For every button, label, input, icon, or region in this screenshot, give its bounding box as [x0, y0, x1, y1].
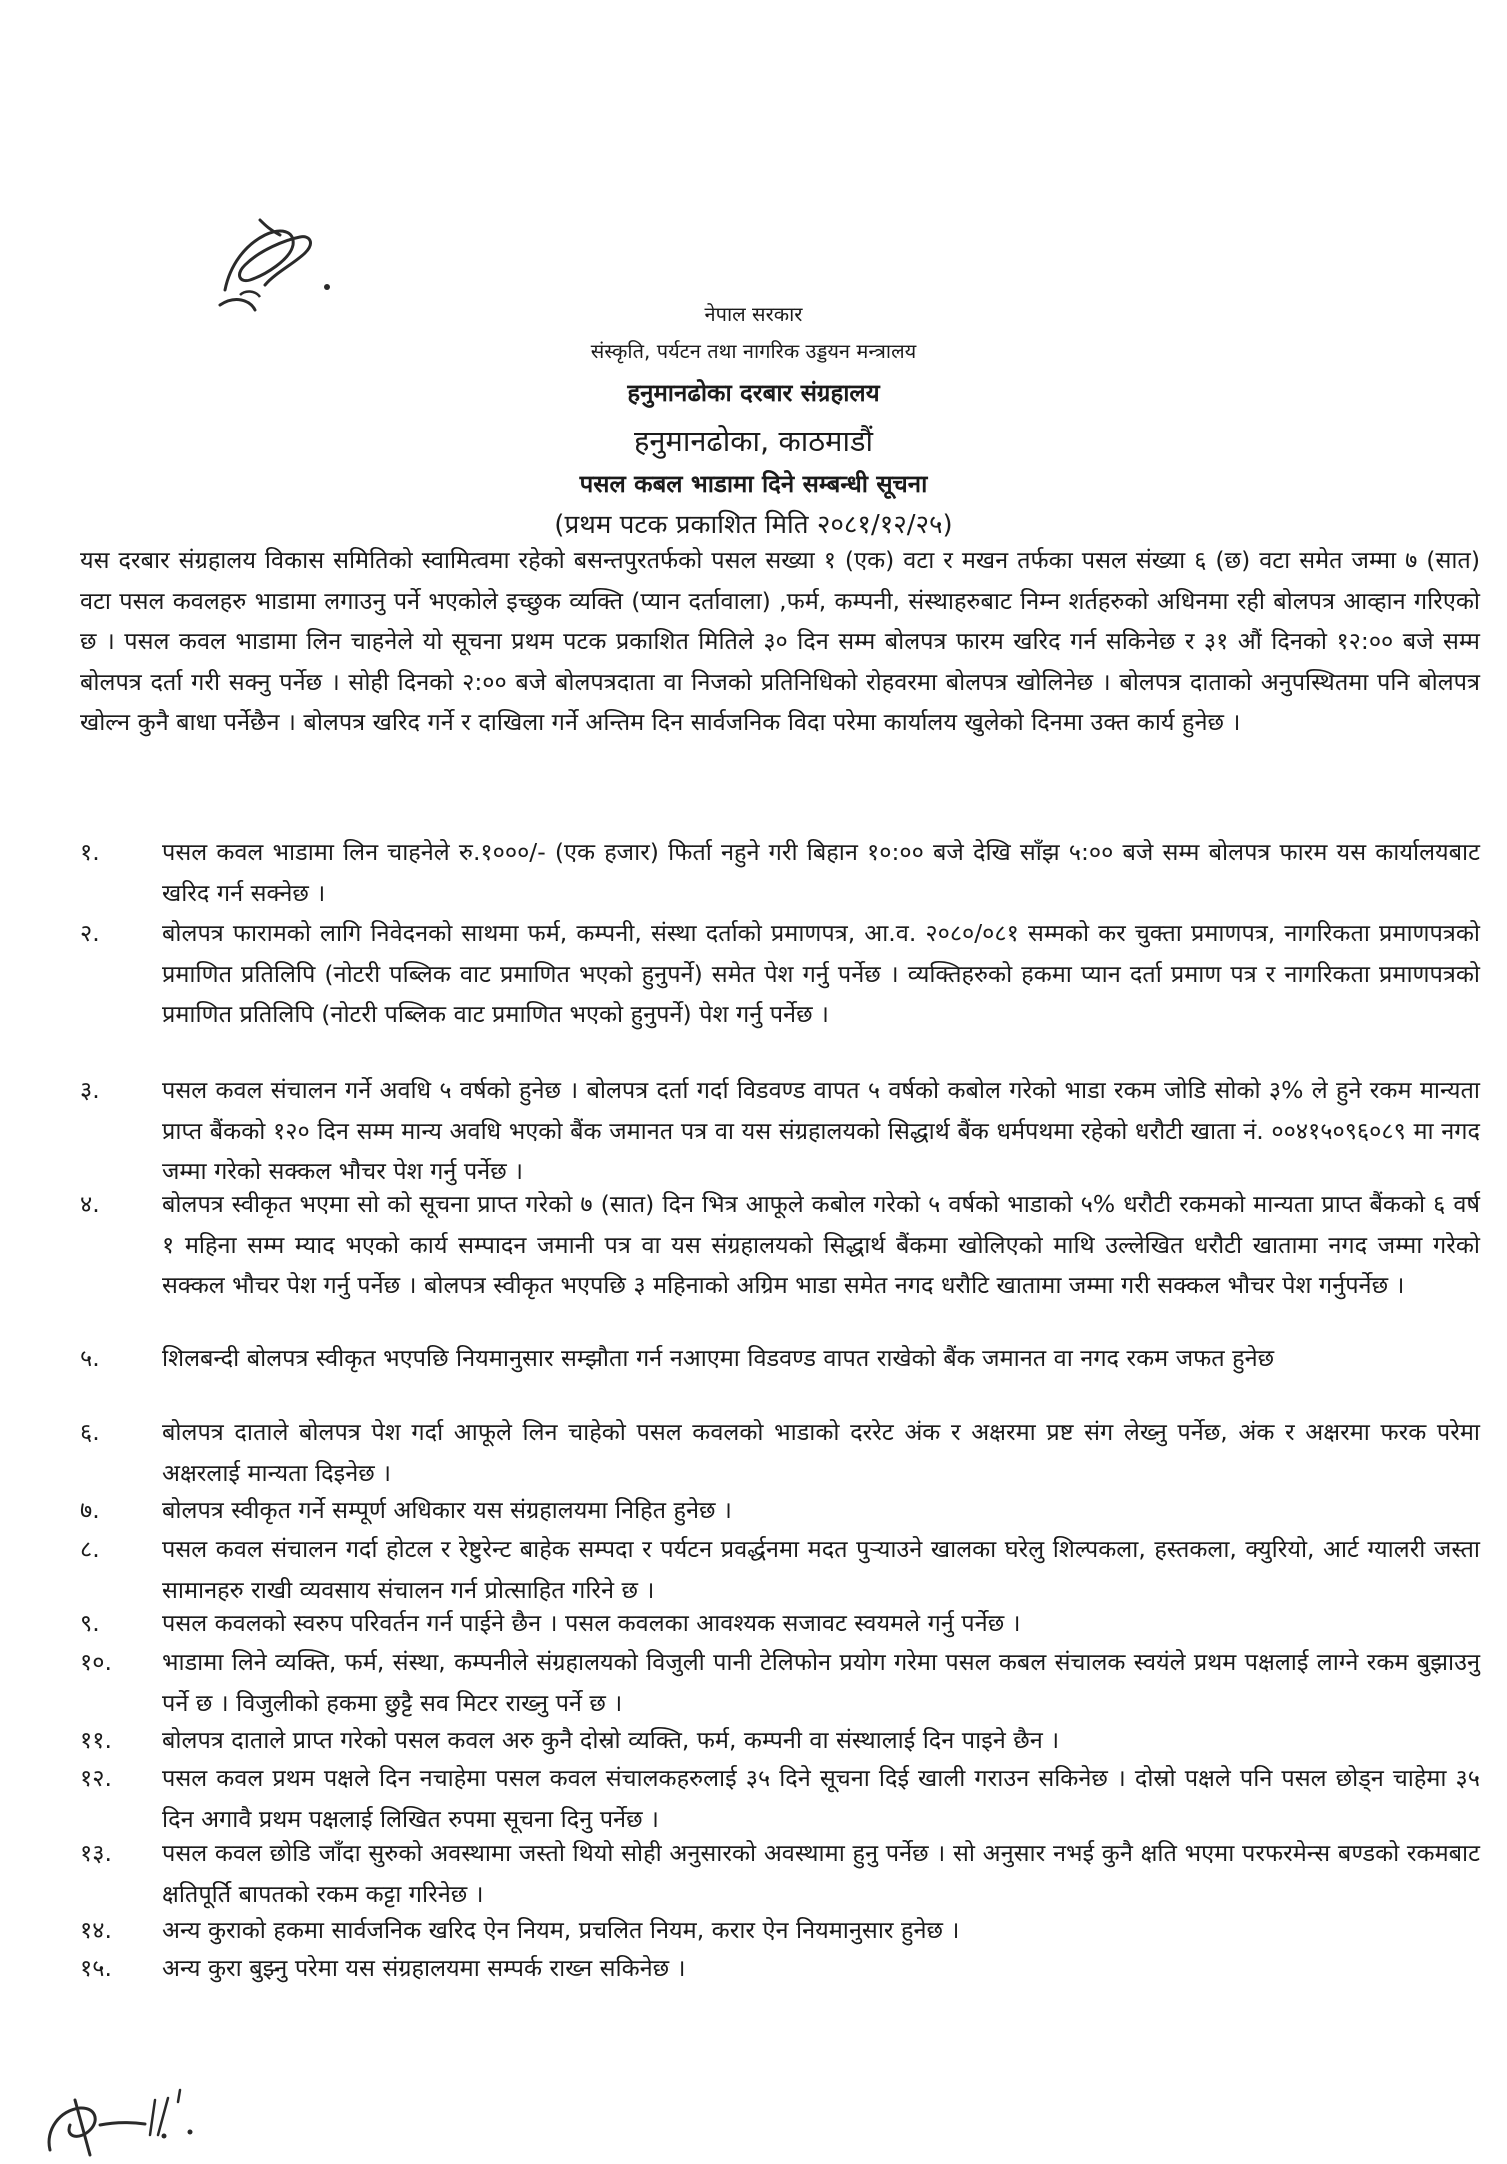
publish-date: (प्रथम पटक प्रकाशित मिति २०८१/१२/२५): [554, 510, 953, 540]
condition-text: पसल कवल संचालन गर्ने अवधि ५ वर्षको हुनेछ । बोलपत्र दर्ता गर्दा विडवण्ड वापत ५ वर्षको कबोल गरेको भाडा रकम जोडि सोको ३% ले हुने रकम मान्यता प्राप्त बैंकको १२० दिन सम्म मान्य अवधि भएको बैंक जमानत पत्र वा यस संग्रहालयको सिद्धार्थ बैंक धर्मपथमा रहेको धरौटी खाता नं. ००४१५०९६०८९ मा नगद जम्मा गरेको सक्कल भौचर पेश गर्नु पर्नेछ ।: [162, 1076, 1480, 1185]
condition-text: पसल कवलको स्वरुप परिवर्तन गर्न पाईने छैन । पसल कवलका आवश्यक सजावट स्वयमले गर्नु पर्नेछ ।: [162, 1609, 1021, 1637]
condition-text: बोलपत्र स्वीकृत गर्ने सम्पूर्ण अधिकार यस संग्रहालयमा निहित हुनेछ ।: [162, 1496, 732, 1524]
condition-number: ३.: [80, 1076, 100, 1104]
condition-number: १५.: [80, 1954, 112, 1982]
condition-text: पसल कवल छोडि जाँदा सुरुको अवस्थामा जस्तो थियो सोही अनुसारको अवस्थामा हुनु पर्नेछ । सो अनुसार नभई कुनै क्षति भएमा परफरमेन्स बण्डको रकमबाट क्षतिपूर्ति बापतको रकम कट्टा गरिनेछ ।: [162, 1839, 1480, 1908]
condition-number: ६.: [80, 1418, 100, 1446]
condition-text: शिलबन्दी बोलपत्र स्वीकृत भएपछि नियमानुसार सम्झौता गर्न नआएमा विडवण्ड वापत राखेको बैंक जमानत वा नगद रकम जफत हुनेछ: [162, 1344, 1275, 1372]
condition-number: १३.: [80, 1839, 112, 1867]
condition-text: पसल कवल भाडामा लिन चाहनेले रु.१०००/- (एक हजार) फिर्ता नहुने गरी बिहान १०:०० बजे देखि साँझ ५:०० बजे सम्म बोलपत्र फारम यस कार्यालयबाट खरिद गर्न सक्नेछ ।: [162, 838, 1480, 907]
condition-number: ८.: [80, 1535, 100, 1563]
condition-number: ७.: [80, 1496, 100, 1524]
condition-text: बोलपत्र दाताले प्राप्त गरेको पसल कवल अरु कुनै दोस्रो व्यक्ति, फर्म, कम्पनी वा संस्थालाई दिन पाइने छैन ।: [162, 1726, 1060, 1754]
condition-text: बोलपत्र फारामको लागि निवेदनको साथमा फर्म, कम्पनी, संस्था दर्ताको प्रमाणपत्र, आ.व. २०८०/०८१ सम्मको कर चुक्ता प्रमाणपत्र, नागरिकता प्रमाणपत्रको प्रमाणित प्रतिलिपि (नोटरी पब्लिक वाट प्रमाणित भएको हुनुपर्ने) समेत पेश गर्नु पर्नेछ । व्यक्तिहरुको हकमा प्यान दर्ता प्रमाण पत्र र नागरिकता प्रमाणपत्रको प्रमाणित प्रतिलिपि (नोटरी पब्लिक वाट प्रमाणित भएको हुनुपर्ने) पेश गर्नु पर्नेछ ।: [162, 919, 1480, 1028]
government-name: नेपाल सरकार: [704, 302, 803, 326]
condition-text: पसल कवल संचालन गर्दा होटल र रेष्टुरेन्ट बाहेक सम्पदा र पर्यटन प्रवर्द्धनमा मदत पुऱ्याउने खालका घरेलु शिल्पकला, हस्तकला, क्युरियो, आर्ट ग्यालरी जस्ता सामानहरु राखी व्यवसाय संचालन गर्न प्रोत्साहित गरिने छ ।: [162, 1535, 1480, 1604]
condition-number: ४.: [80, 1190, 100, 1218]
condition-number: २.: [80, 919, 100, 947]
condition-number: १४.: [80, 1916, 112, 1944]
condition-text: भाडामा लिने व्यक्ति, फर्म, संस्था, कम्पनीले संग्रहालयको विजुली पानी टेलिफोन प्रयोग गरेमा पसल कबल संचालक स्वयंले प्रथम पक्षलाई लाग्ने रकम बुझाउनु पर्ने छ । विजुलीको हकमा छुट्टै सव मिटर राख्नु पर्ने छ ।: [162, 1648, 1480, 1717]
condition-number: ११.: [80, 1726, 112, 1754]
condition-text: पसल कवल प्रथम पक्षले दिन नचाहेमा पसल कवल संचालकहरुलाई ३५ दिने सूचना दिई खाली गराउन सकिनेछ । दोस्रो पक्षले पनि पसल छोड्न चाहेमा ३५ दिन अगावै प्रथम पक्षलाई लिखित रुपमा सूचना दिनु पर्नेछ ।: [162, 1764, 1480, 1833]
condition-number: १.: [80, 838, 100, 866]
condition-number: १२.: [80, 1764, 112, 1792]
condition-number: ५.: [80, 1344, 100, 1372]
condition-text: बोलपत्र दाताले बोलपत्र पेश गर्दा आफूले लिन चाहेको पसल कवलको भाडाको दररेट अंक र अक्षरमा प्रष्ट संग लेख्नु पर्नेछ, अंक र अक्षरमा फरक परेमा अक्षरलाई मान्यता दिइनेछ ।: [162, 1418, 1480, 1487]
condition-text: अन्य कुराको हकमा सार्वजनिक खरिद ऐन नियम, प्रचलित नियम, करार ऐन नियमानुसार हुनेछ ।: [162, 1916, 960, 1944]
notice-title: पसल कबल भाडामा दिने सम्बन्धी सूचना: [579, 470, 928, 498]
museum-location: हनुमानढोका, काठमाडौं: [633, 424, 873, 458]
condition-text: अन्य कुरा बुझ्नु परेमा यस संग्रहालयमा सम्पर्क राख्न सकिनेछ ।: [162, 1954, 686, 1982]
condition-number: १०.: [80, 1648, 112, 1676]
signature-bottom: [30, 2040, 220, 2164]
condition-text: बोलपत्र स्वीकृत भएमा सो को सूचना प्राप्त गरेको ७ (सात) दिन भित्र आफूले कबोल गरेको ५ वर्षको भाडाको ५% धरौटी रकमको मान्यता प्राप्त बैंकको ६ वर्ष १ महिना सम्म म्याद भएको कार्य सम्पादन जमानी पत्र वा यस संग्रहालयको सिद्धार्थ बैंकमा खोलिएको माथि उल्लेखित धरौटी खातामा नगद जम्मा गरेको सक्कल भौचर पेश गर्नु पर्नेछ । बोलपत्र स्वीकृत भएपछि ३ महिनाको अग्रिम भाडा समेत नगद धरौटि खातामा जम्मा गरी सक्कल भौचर पेश गर्नुपर्नेछ ।: [162, 1190, 1480, 1299]
museum-name: हनुमानढोका दरबार संग्रहालय: [627, 379, 880, 407]
ministry-name: संस्कृति, पर्यटन तथा नागरिक उड्डयन मन्त्रालय: [590, 339, 917, 363]
condition-number: ९.: [80, 1609, 100, 1637]
intro-paragraph: यस दरबार संग्रहालय विकास समितिको स्वामित्वमा रहेको बसन्तपुरतर्फको पसल सख्या १ (एक) वटा र मखन तर्फका पसल संख्या ६ (छ) वटा समेत जम्मा ७ (सात) वटा पसल कवलहरु भाडामा लगाउनु पर्ने भएकोले इच्छुक व्यक्ति (प्यान दर्तावाला) ,फर्म, कम्पनी, संस्थाहरुबाट निम्न शर्तहरुको अधिनमा रही बोलपत्र आव्हान गरिएको छ । पसल कवल भाडामा लिन चाहनेले यो सूचना प्रथम पटक प्रकाशित मितिले ३० दिन सम्म बोलपत्र फारम खरिद गर्न सकिनेछ र ३१ औं दिनको १२:०० बजे सम्म बोलपत्र दर्ता गरी सक्नु पर्नेछ । सोही दिनको २:०० बजे बोलपत्रदाता वा निजको प्रतिनिधिको रोहवरमा बोलपत्र खोलिनेछ । बोलपत्र दाताको अनुपस्थितमा पनि बोलपत्र खोल्न कुनै बाधा पर्नेछैन । बोलपत्र खरिद गर्ने र दाखिला गर्ने अन्तिम दिन सार्वजनिक विदा परेमा कार्यालय खुलेको दिनमा उक्त कार्य हुनेछ ।: [80, 546, 1480, 736]
